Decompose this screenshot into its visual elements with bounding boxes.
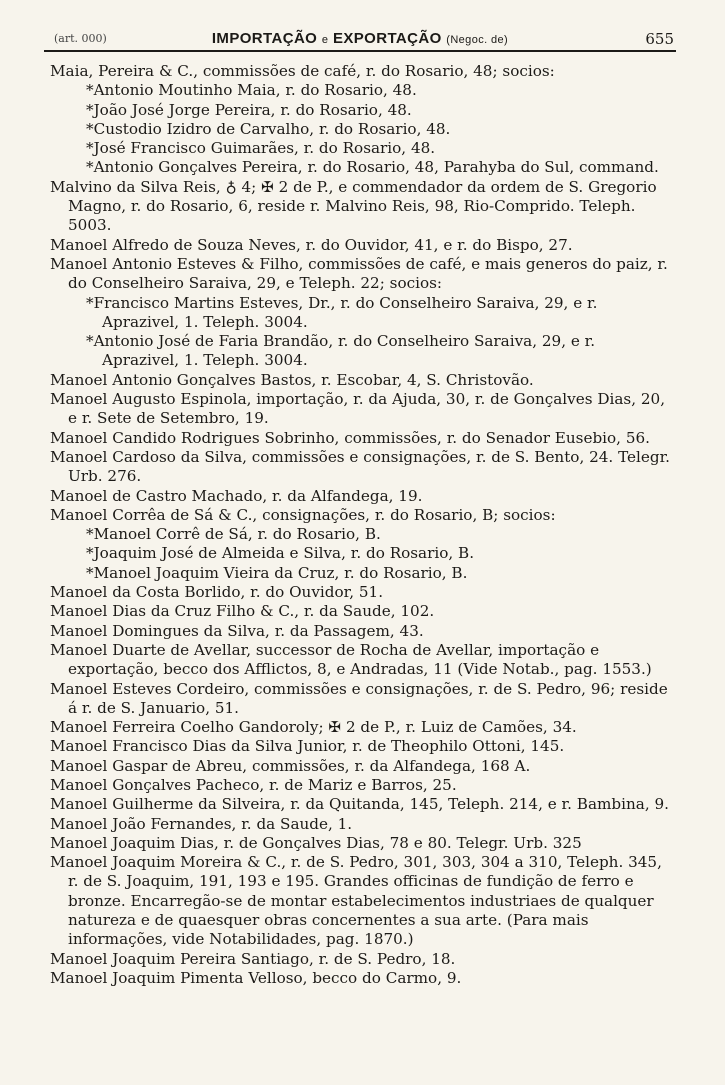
directory-entry: Manoel João Fernandes, r. da Saude, 1. [50, 814, 353, 833]
directory-entry: Manoel Antonio Esteves & Filho, commissões de café, e mais generos do paiz, r. do Conselheiro Saraiva, 29, e Teleph. 22; socios: [50, 254, 668, 293]
directory-entry: Manoel Augusto Espinola, importação, r. da Ajuda, 30, r. de Gonçalves Dias, 20, e r. Sete de Setembro, 19. [50, 390, 666, 428]
directory-entry: Manoel Duarte de Avellar, successor de Rocha de Avellar, importação e exportação, becco dos Afflictos, 8, e Andradas, 11 (Vide Notab., pag. 1553.) [50, 640, 652, 679]
directory-entry: Manoel Domingues da Silva, r. da Passagem, 43. [50, 621, 424, 640]
partner-entry: *Manoel Joaquim Vieira da Cruz, r. do Rosario, B. [86, 563, 468, 582]
title-note: (Negoc. de) [446, 34, 509, 46]
directory-entry: Manoel Candido Rodrigues Sobrinho, commissões, r. do Senador Eusebio, 56. [50, 428, 650, 447]
directory-entry: Maia, Pereira & C., commissões de café, r. do Rosario, 48; socios: [50, 62, 555, 80]
directory-entry: Manoel Ferreira Coelho Gandoroly; ✠ 2 de P., r. Luiz de Camões, 34. [50, 718, 577, 737]
directory-entry: Manoel Joaquim Moreira & C., r. de S. Pedro, 301, 303, 304 a 310, Teleph. 345, r. de S. Joaquim, 191, 193 e 195. Grandes officinas de fundição de ferro e bronze. Encarregão-se de montar estabelecimentos industriaes de qualquer natureza e de quaesquer obras concernentes a sua arte. (Para mais informações, vide Notabilidades, pag. 1870.) [50, 853, 662, 949]
directory-entry: Manoel Antonio Gonçalves Bastos, r. Escobar, 4, S. Christovão. [50, 370, 534, 389]
partner-entry: *Francisco Martins Esteves, Dr., r. do Conselheiro Saraiva, 29, e r. Aprazivel, 1. Teleph. 3004. [86, 293, 598, 331]
page-title [44, 30, 676, 47]
page-header [44, 28, 676, 52]
directory-entry: Manoel Guilherme da Silveira, r. da Quitanda, 145, Teleph. 214, e r. Bambina, 9. [50, 795, 669, 814]
partner-entry: *João José Jorge Pereira, r. do Rosario, 48. [86, 100, 412, 119]
title-join: e [321, 34, 329, 46]
entries-list [50, 62, 670, 988]
directory-entry: Manoel Gaspar de Abreu, commissões, r. da Alfandega, 168 A. [50, 756, 531, 775]
directory-entry: Manoel Francisco Dias da Silva Junior, r. de Theophilo Ottoni, 145. [50, 737, 565, 756]
article-reference: (art. 000) [54, 32, 107, 45]
title-exportacao: EXPORTAÇÃO [332, 30, 442, 47]
directory-entry: Manoel da Costa Borlido, r. do Ouvidor, 51. [50, 583, 384, 602]
partner-entry: *Joaquim José de Almeida e Silva, r. do Rosario, B. [86, 544, 475, 563]
directory-entry: Manoel Esteves Cordeiro, commissões e consignações, r. de S. Pedro, 96; reside á r. de S. Januario, 51. [50, 679, 668, 717]
partner-entry: *Antonio José de Faria Brandão, r. do Conselheiro Saraiva, 29, e r. Aprazivel, 1. Teleph. 3004. [86, 332, 596, 370]
directory-entry: Manoel Joaquim Dias, r. de Gonçalves Dias, 78 e 80. Telegr. Urb. 325 [50, 833, 582, 852]
partner-entry: *Antonio Moutinho Maia, r. do Rosario, 48. [86, 81, 417, 100]
directory-entry: Manoel Cardoso da Silva, commissões e consignações, r. de S. Bento, 24. Telegr. Urb. 276. [50, 447, 671, 486]
title-importacao: IMPORTAÇÃO [211, 30, 318, 47]
directory-entry: Manoel Dias da Cruz Filho & C., r. da Saude, 102. [50, 602, 435, 621]
partner-entry: *Custodio Izidro de Carvalho, r. do Rosario, 48. [86, 119, 451, 138]
page-number: 655 [645, 30, 674, 48]
directory-entry: Manoel Joaquim Pereira Santiago, r. de S. Pedro, 18. [50, 949, 456, 968]
directory-entry: Malvino da Silva Reis, ♁ 4; ✠ 2 de P., e commendador da ordem de S. Gregorio Magno, r. do Rosario, 6, reside r. Malvino Reis, 98, Rio-Comprido. Teleph. 5003. [50, 177, 657, 235]
directory-entry: Manoel Corrêa de Sá & C., consignações, r. do Rosario, B; socios: [50, 505, 556, 524]
directory-entry: Manoel Gonçalves Pacheco, r. de Mariz e Barros, 25. [50, 775, 457, 794]
partner-entry: *Manoel Corrê de Sá, r. do Rosario, B. [86, 525, 381, 544]
directory-entry: Manoel de Castro Machado, r. da Alfandega, 19. [50, 486, 423, 505]
directory-entry: Manoel Alfredo de Souza Neves, r. do Ouvidor, 41, e r. do Bispo, 27. [50, 235, 573, 254]
directory-entry: Manoel Joaquim Pimenta Velloso, becco do Carmo, 9. [50, 968, 462, 987]
partner-entry: *José Francisco Guimarães, r. do Rosario, 48. [86, 139, 436, 158]
partner-entry: *Antonio Gonçalves Pereira, r. do Rosario, 48, Parahyba do Sul, command. [86, 158, 659, 177]
